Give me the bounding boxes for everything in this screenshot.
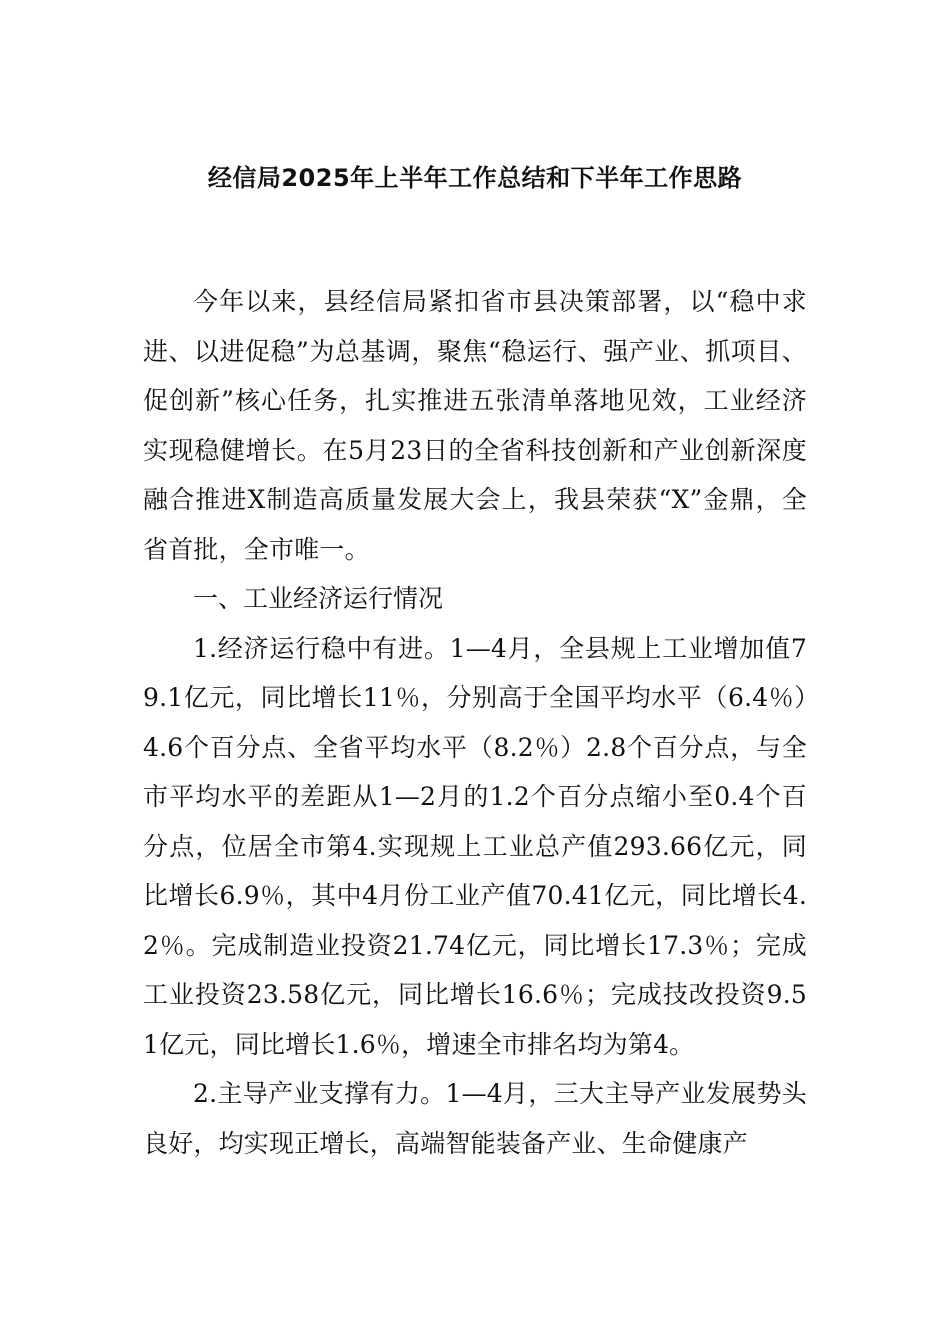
document-title: 经信局2025年上半年工作总结和下半年工作思路 xyxy=(207,164,743,192)
intro-paragraph: 今年以来，县经信局紧扣省市县决策部署，以“稳中求进、以进促稳”为总基调，聚焦“稳运行、强产业、抓项目、促创新”核心任务，扎实推进五张清单落地见效，工业经济实现稳健增长。在5月23日的全省科技创新和产业创新深度融合推进X制造高质量发展大会上，我县荣获“X”金鼎，全省首批，全市唯一。 xyxy=(143,287,807,564)
document-body xyxy=(143,277,807,1168)
paragraph-economy: 1.经济运行稳中有进。1—4月，全县规上工业增加值79.1亿元，同比增长11％，分别高于全国平均水平（6.4％）4.6个百分点、全省平均水平（8.2％）2.8个百分点，与全市平均水平的差距从1—2月的1.2个百分点缩小至0.4个百分点，位居全市第4.实现规上工业总产值293.66亿元，同比增长6.9％，其中4月份工业产值70.41亿元，同比增长4.2％。完成制造业投资21.74亿元，同比增长17.3％；完成工业投资23.58亿元，同比增长16.6％；完成技改投资9.51亿元，同比增长1.6％，增速全市排名均为第4。 xyxy=(143,633,807,1059)
section-heading-1: 一、工业经济运行情况 xyxy=(193,584,444,613)
paragraph-industry: 2.主导产业支撑有力。1—4月，三大主导产业发展势头良好，均实现正增长，高端智能装备产业、生命健康产 xyxy=(143,1079,807,1158)
